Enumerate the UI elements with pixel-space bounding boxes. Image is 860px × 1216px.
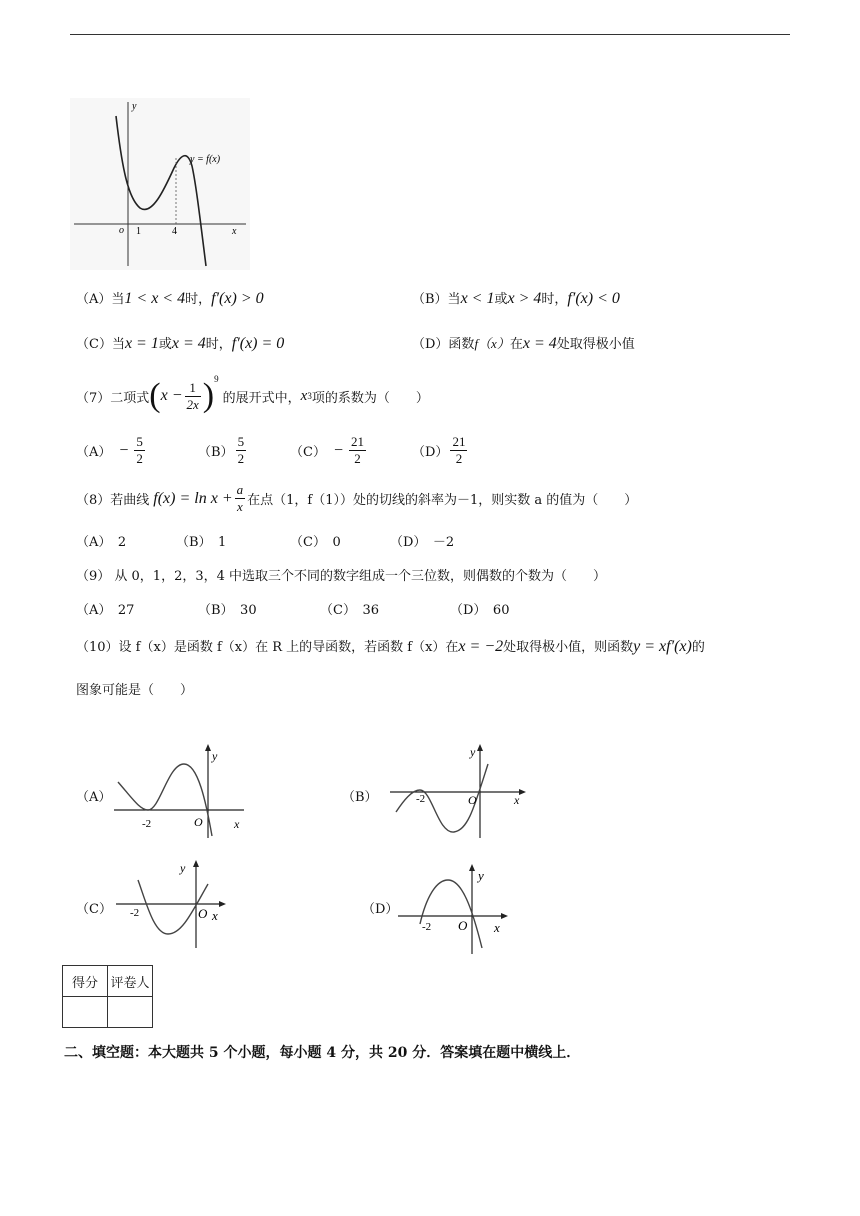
q7-option-b: （B） $\frac{5}{2}$: [198, 434, 245, 466]
graph-d-neg2: -2: [422, 921, 432, 933]
top-function-graph: [70, 98, 250, 270]
q8-question: （8）若曲线 f(x) = ln x + $\frac{a}{x}$ 在点（1，f（1））处的切线的斜率为－1，则实数 a 的值为（ ）: [76, 482, 638, 514]
q9-option-a: （A） 27: [76, 603, 135, 618]
graph-a-x-label: x: [234, 817, 240, 831]
graph-b-y-label: y: [470, 745, 476, 759]
top-graph-curve-label: y = f(x): [190, 154, 221, 165]
graph-a-origin: O: [194, 815, 203, 829]
q6-option-b: （B）当x < 1或x > 4时，f′(x) < 0: [412, 290, 620, 307]
top-graph-origin: o: [119, 225, 124, 236]
grader-cell[interactable]: [108, 997, 153, 1028]
graph-b-x-label: x: [514, 793, 520, 807]
graph-d-x-label: x: [494, 920, 500, 935]
top-graph-tick-1: 1: [136, 226, 141, 237]
graph-c-origin: O: [198, 906, 208, 921]
q7-option-d: （D） $\frac{21}{2}$: [412, 434, 466, 466]
graph-d-label: （D）: [362, 902, 399, 917]
q9-option-d: （D） 60: [450, 603, 510, 618]
graph-b: [388, 742, 528, 840]
q9-question: （9） 从 0，1，2，3，4 中选取三个不同的数字组成一个三位数，则偶数的个数为（ ）: [76, 569, 607, 584]
graph-b-origin: O: [468, 793, 477, 807]
q7-question: （7）二项式 ( x − $\frac{1}{2x}$ ) $^9$ 的展开式中， x 3 项的系数为（ ）: [76, 374, 429, 414]
q8-option-c: （C） 0: [290, 535, 341, 550]
header-rule: [70, 34, 790, 35]
q10-question-line1: （10）设 f（x）是函数 f（x）在 R 上的导函数，若函数 f（x）在x = −2处取得极小值，则函数y = xf′(x)的: [76, 638, 705, 655]
q6-option-c: （C）当x = 1或x = 4时，f′(x) = 0: [76, 335, 285, 352]
score-table: [62, 965, 153, 1028]
top-graph-x-label: x: [232, 226, 237, 237]
score-header: 得分: [63, 966, 108, 997]
grader-header: 评卷人: [108, 966, 153, 997]
graph-a-label: （A）: [76, 790, 112, 805]
graph-d-origin: O: [458, 918, 468, 933]
graph-d-y-label: y: [478, 868, 484, 883]
q8-option-b: （B） 1: [176, 535, 227, 550]
graph-c-neg2: -2: [130, 907, 140, 919]
q8-option-a: （A） 2: [76, 535, 127, 550]
q9-option-b: （B） 30: [198, 603, 257, 618]
q7-option-c: （C） − $\frac{21}{2}$: [290, 434, 364, 466]
q10-question-line2: 图象可能是（ ）: [76, 683, 194, 698]
graph-c-y-label: y: [180, 861, 186, 875]
q6-option-d: （D）函数f（x）在x = 4处取得极小值: [412, 335, 635, 352]
q8-option-d: （D） －2: [390, 535, 455, 550]
score-cell[interactable]: [63, 997, 108, 1028]
graph-b-neg2: -2: [416, 793, 426, 805]
q7-option-a: （A） − $\frac{5}{2}$: [76, 434, 143, 466]
top-graph-tick-4: 4: [172, 226, 177, 237]
q6-option-a: （A）当1 < x < 4时，f′(x) > 0: [76, 290, 264, 307]
graph-a-neg2: -2: [142, 818, 152, 830]
graph-a-y-label: y: [212, 749, 218, 763]
graph-d: [396, 858, 512, 956]
top-graph-y-label: y: [132, 101, 137, 112]
graph-c-x-label: x: [212, 908, 218, 923]
graph-c: [114, 852, 230, 950]
graph-b-label: （B）: [342, 790, 378, 805]
q9-option-c: （C） 36: [320, 603, 379, 618]
graph-c-label: （C）: [76, 902, 112, 917]
graph-a: [108, 742, 248, 840]
section-two-heading: 二、填空题：本大题共 5 个小题，每小题 4 分，共 20 分．答案填在题中横线上．: [64, 1045, 581, 1061]
